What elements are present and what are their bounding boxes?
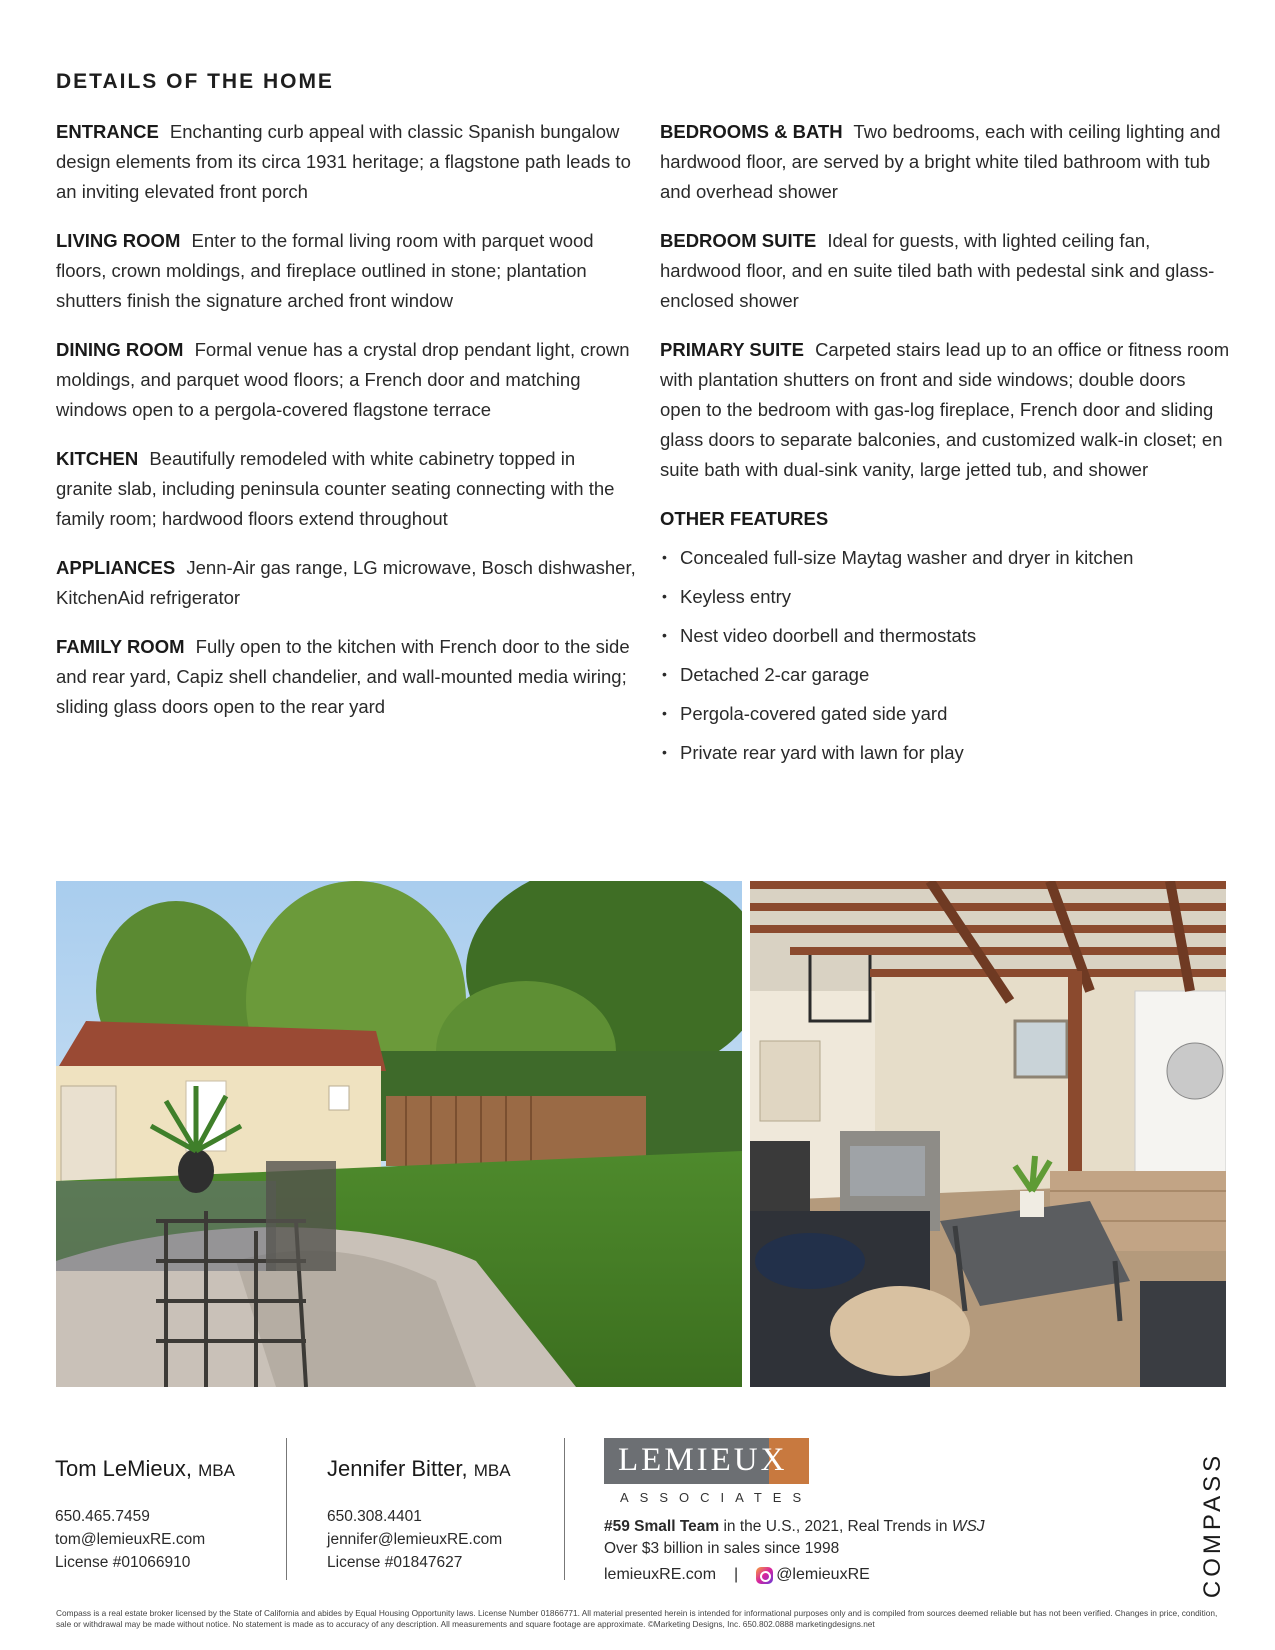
team-sales: Over $3 billion in sales since 1998 — [604, 1540, 840, 1557]
list-item: • Detached 2-car garage — [660, 655, 1230, 694]
section-heading: DINING ROOM — [56, 339, 184, 360]
bullet-icon: • — [662, 705, 667, 721]
team-rank-text: in the U.S., 2021, Real Trends in — [719, 1518, 952, 1535]
other-features-heading: OTHER FEATURES — [660, 508, 829, 529]
agent-card-tom — [55, 1455, 235, 1574]
section-text: Carpeted stairs lead up to an office or fitness room with plantation shutters on front and side windows; double doors open to the bedroom with gas-log fireplace, French door and sliding glass doors to separate balconies, and customized walk-in closet; en suite bath with dual-sink vanity, large jetted tub, and shower — [660, 339, 1230, 480]
team-rank-publication: WSJ — [951, 1518, 985, 1535]
section-text: Enter to the formal living room with parquet wood floors, crown moldings, and fireplace outlined in stone; plantation shutters finish the signature arched front window — [56, 230, 594, 311]
agent-email[interactable]: tom@lemieuxRE.com — [55, 1531, 206, 1548]
bullet-icon: • — [662, 666, 667, 682]
logo-text: LEMIEUX — [618, 1442, 788, 1478]
list-item: • Keyless entry — [660, 577, 1230, 616]
divider — [564, 1438, 565, 1580]
backyard-photo — [56, 881, 742, 1387]
bullet-icon: • — [662, 549, 667, 565]
section-text: Fully open to the kitchen with French door to the side and rear yard, Capiz shell chandelier, and wall-mounted media wiring; sliding glass doors open to the rear yard — [56, 636, 630, 717]
patio-illustration — [750, 881, 1226, 1387]
legal-disclaimer: Compass is a real estate broker licensed by the State of California and abides by Equal Housing Opportunity laws. License Number 01866771. All material presented herein is intended for informational purposes only and is compiled from sources deemed reliable but has not been verified. Changes in price, condition, sale or withdrawal may be made without notice. No statement is made as to accuracy of any description. All measurements and square footage are approximate. ©Marketing Designs, Inc. 650.802.0888 marketingdesigns.net — [56, 1608, 1218, 1629]
list-item: • Private rear yard with lawn for play — [660, 733, 1230, 772]
section-heading: BEDROOM SUITE — [660, 230, 817, 251]
team-info — [604, 1516, 985, 1560]
link-separator: | — [734, 1566, 739, 1583]
agent-name: Tom LeMieux, MBA — [55, 1456, 235, 1481]
section-entrance — [56, 117, 636, 207]
backyard-illustration — [56, 881, 742, 1387]
logo-subtitle: ASSOCIATES — [620, 1490, 813, 1505]
page-title: DETAILS OF THE HOME — [56, 70, 334, 93]
section-text: Two bedrooms, each with ceiling lighting and hardwood floor, are served by a bright white tiled bathroom with tub and overhead shower — [660, 121, 1221, 202]
section-heading: PRIMARY SUITE — [660, 339, 804, 360]
agent-card-jennifer — [327, 1455, 511, 1574]
lemieux-logo — [604, 1438, 809, 1484]
section-dining-room — [56, 335, 636, 425]
details-right-column — [660, 117, 1230, 772]
agent-email[interactable]: jennifer@lemieuxRE.com — [327, 1531, 503, 1548]
team-rank: #59 Small Team — [604, 1518, 720, 1535]
section-living-room — [56, 226, 636, 316]
instagram-link[interactable]: @lemieuxRE — [776, 1566, 870, 1583]
section-kitchen — [56, 444, 636, 534]
section-text: Formal venue has a crystal drop pendant light, crown moldings, and parquet wood floors; a French door and matching windows open to a pergola-covered flagstone terrace — [56, 339, 630, 420]
divider — [286, 1438, 287, 1580]
details-left-column — [56, 117, 636, 741]
section-text: Enchanting curb appeal with classic Spanish bungalow design elements from its circa 1931 heritage; a flagstone path leads to an inviting elevated front porch — [56, 121, 631, 202]
bullet-icon: • — [662, 744, 667, 760]
agent-license: License #01847627 — [327, 1554, 463, 1571]
section-family-room — [56, 632, 636, 722]
section-bedroom-suite — [660, 226, 1230, 316]
list-item: • Concealed full-size Maytag washer and dryer in kitchen — [660, 538, 1230, 577]
section-heading: ENTRANCE — [56, 121, 159, 142]
agent-phone[interactable]: 650.465.7459 — [55, 1508, 150, 1525]
other-features-list — [660, 538, 1230, 772]
section-text: Jenn-Air gas range, LG microwave, Bosch dishwasher, KitchenAid refrigerator — [56, 557, 636, 608]
instagram-icon — [756, 1567, 773, 1584]
section-appliances — [56, 553, 636, 613]
website-link[interactable]: lemieuxRE.com — [604, 1566, 717, 1583]
section-text: Beautifully remodeled with white cabinetry topped in granite slab, including peninsula counter seating connecting with the family room; hardwood floors extend throughout — [56, 448, 615, 529]
section-heading: KITCHEN — [56, 448, 139, 469]
compass-logo: COMPASS — [1199, 1451, 1226, 1599]
section-heading: FAMILY ROOM — [56, 636, 185, 657]
agent-license: License #01066910 — [55, 1554, 191, 1571]
section-text: Ideal for guests, with lighted ceiling fan, hardwood floor, and en suite tiled bath with pedestal sink and glass-enclosed shower — [660, 230, 1215, 311]
agent-phone[interactable]: 650.308.4401 — [327, 1508, 422, 1525]
section-primary-suite — [660, 335, 1230, 485]
list-item: • Nest video doorbell and thermostats — [660, 616, 1230, 655]
section-heading: LIVING ROOM — [56, 230, 181, 251]
bullet-icon: • — [662, 588, 667, 604]
agent-name: Jennifer Bitter, MBA — [327, 1456, 511, 1481]
list-item: • Pergola-covered gated side yard — [660, 694, 1230, 733]
brand-links — [604, 1566, 870, 1584]
section-heading: BEDROOMS & BATH — [660, 121, 843, 142]
section-heading: APPLIANCES — [56, 557, 176, 578]
patio-photo — [750, 881, 1226, 1387]
bullet-icon: • — [662, 627, 667, 643]
section-bedrooms-bath — [660, 117, 1230, 207]
